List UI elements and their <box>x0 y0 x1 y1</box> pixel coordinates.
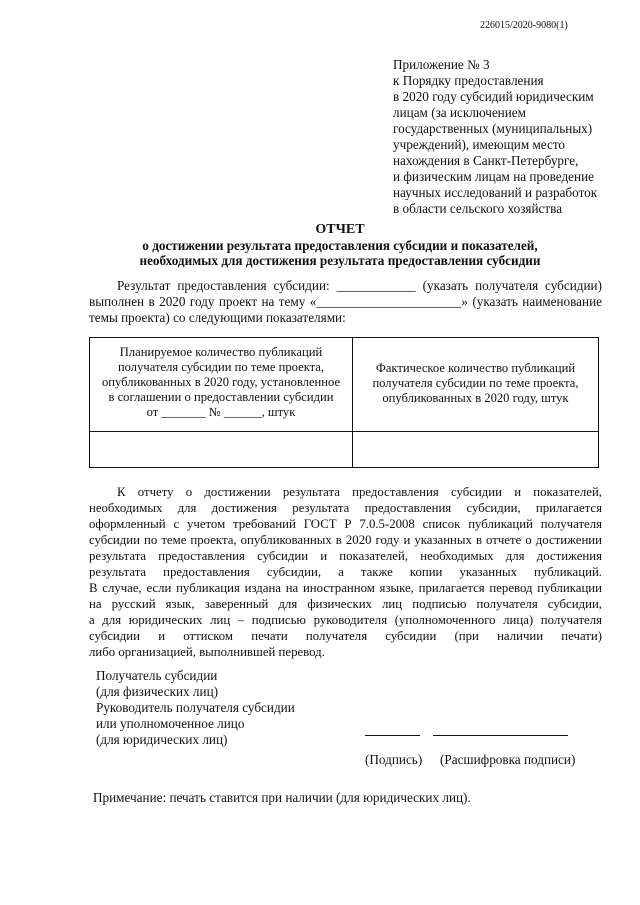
header-line: Фактическое количество публикаций <box>375 361 576 375</box>
header-line: опубликованных в 2020 году, установленное <box>101 375 341 389</box>
appendix-line: в области сельского хозяйства <box>393 201 563 216</box>
signatory-block <box>96 668 295 748</box>
signature-decode-blank[interactable] <box>433 735 568 736</box>
appendix-line: Приложение № 3 <box>393 57 490 72</box>
indicators-table <box>89 337 599 468</box>
body-line: К отчету о достижении результата предоставления субсидии и показателей, <box>117 485 602 499</box>
signatory-line: Получатель субсидии <box>96 668 218 683</box>
body-line: на русский язык, заверенный для физических лиц подписью получателя субсидии, <box>89 597 602 611</box>
intro-line: темы проекта) со следующими показателями: <box>89 310 346 325</box>
table-cell-actual-value <box>353 432 598 467</box>
appendix-line: учреждений), имеющим место <box>393 137 566 152</box>
document-title: ОТЧЕТ <box>315 222 365 237</box>
header-line: опубликованных в 2020 году, штук <box>382 391 569 405</box>
document-subtitle: о достижении результата предоставления субсидии и показателей, <box>142 238 538 253</box>
signatory-line: (для юридических лиц) <box>96 732 228 747</box>
appendix-line: нахождения в Санкт-Петербурге, <box>393 153 579 168</box>
signatory-line: (для физических лиц) <box>96 684 219 699</box>
body-line: необходимых для достижения результата предоставления субсидии, прилагается <box>89 501 602 515</box>
signature-label: (Подпись) <box>365 752 423 767</box>
signatory-line: Руководитель получателя субсидии <box>96 700 295 715</box>
table-cell-planned-value <box>90 432 353 467</box>
header-line: получателя субсидии по теме проекта, <box>372 376 579 390</box>
appendix-line: лицам (за исключением <box>393 105 526 120</box>
appendix-line: научных исследований и разработок <box>393 185 598 200</box>
table-header-planned <box>90 338 353 432</box>
body-line: результата предоставления субсидии, а также копии указанных публикаций. <box>89 565 602 579</box>
body-line: субсидии и оттиском печати получателя субсидии (при наличии печати) <box>89 629 602 643</box>
body-line: результата предоставления субсидии и показателей, необходимых для достижения <box>89 549 602 563</box>
signature-blank[interactable] <box>365 735 420 736</box>
header-line: от _______ № ______, штук <box>146 405 296 419</box>
appendix-reference <box>393 57 633 217</box>
header-line: получателя субсидии по теме проекта, <box>117 360 325 374</box>
intro-line: Результат предоставления субсидии: ____________ (указать получателя субсидии) <box>117 278 602 293</box>
signature-decode-label: (Расшифровка подписи) <box>440 752 576 767</box>
appendix-line: в 2020 году субсидий юридическим <box>393 89 594 104</box>
body-line: оформленный с учетом требований ГОСТ Р 7.0.5-2008 список публикаций получателя <box>89 517 602 531</box>
appendix-line: к Порядку предоставления <box>393 73 544 88</box>
appendix-line: государственных (муниципальных) <box>393 121 593 136</box>
footnote: Примечание: печать ставится при наличии (для юридических лиц). <box>93 790 471 805</box>
intro-line: выполнен в 2020 году проект на тему «______________________» (указать наименование <box>89 294 602 309</box>
appendix-line: и физическим лицам на проведение <box>393 169 594 184</box>
body-line: В случае, если публикация издана на иностранном языке, прилагается перевод публикации <box>89 581 602 595</box>
document-subtitle: необходимых для достижения результата предоставления субсидии <box>139 253 541 268</box>
header-line: Планируемое количество публикаций <box>119 345 323 359</box>
document-id: 226015/2020-9080(1) <box>480 20 568 31</box>
table-header-actual <box>353 338 598 432</box>
body-line: либо организацией, выполнившей перевод. <box>89 645 325 659</box>
header-line: в соглашении о предоставлении субсидии <box>108 390 334 404</box>
body-line: субсидии по теме проекта, опубликованных в 2020 году и указанных в отчете о достижении <box>89 533 602 547</box>
body-line: а для юридических лиц – подписью руководителя (уполномоченного лица) получателя <box>89 613 602 627</box>
signatory-line: или уполномоченное лицо <box>96 716 245 731</box>
